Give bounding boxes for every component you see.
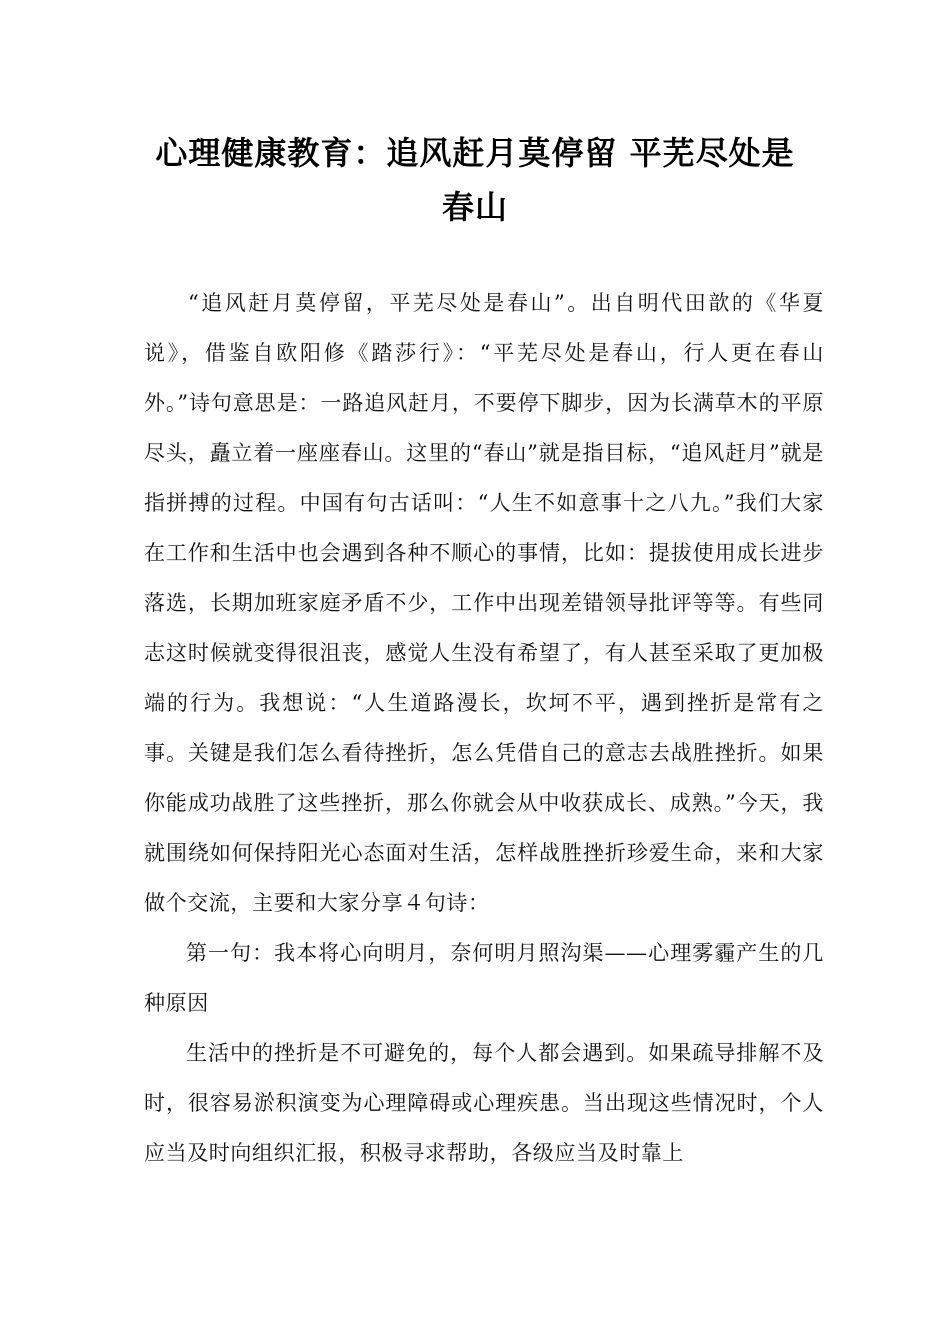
section-heading-paragraph: 第一句：我本将心向明月，奈何明月照沟渠——心理雾霾产生的几种原因	[144, 941, 824, 1015]
document-title: 心理健康教育：追风赶月莫停留 平芜尽处是春山	[155, 134, 795, 226]
body-paragraph: 生活中的挫折是不可避免的，每个人都会遇到。如果疏导排解不及时，很容易淤积演变为心理障碍或心理疾患。当出现这些情况时，个人应当及时向组织汇报，积极寻求帮助，各级应当及时靠上	[144, 1041, 824, 1165]
intro-paragraph: “追风赶月莫停留，平芜尽处是春山”。出自明代田歆的《华夏说》，借鉴自欧阳修《踏莎行》：“平芜尽处是春山，行人更在春山外。”诗句意思是：一路追风赶月，不要停下脚步，因为长满草木的平原尽头，矗立着一座座春山。这里的“春山”就是指目标，“追风赶月”就是指拼搏的过程。中国有句古话叫：“人生不如意事十之八九。”我们大家在工作和生活中也会遇到各种不顺心的事情，比如：提拔使用成长进步落选，长期加班家庭矛盾不少，工作中出现差错领导批评等等。有些同志这时候就变得很沮丧，感觉人生没有希望了，有人甚至采取了更加极端的行为。我想说：“人生道路漫长，坎坷不平，遇到挫折是常有之事。关键是我们怎么看待挫折，怎么凭借自己的意志去战胜挫折。如果你能成功战胜了这些挫折，那么你就会从中收获成长、成熟。”今天，我就围绕如何保持阳光心态面对生活，怎样战胜挫折珍爱生命，来和大家做个交流，主要和大家分享４句诗：	[144, 291, 824, 915]
document-body	[144, 278, 824, 1178]
